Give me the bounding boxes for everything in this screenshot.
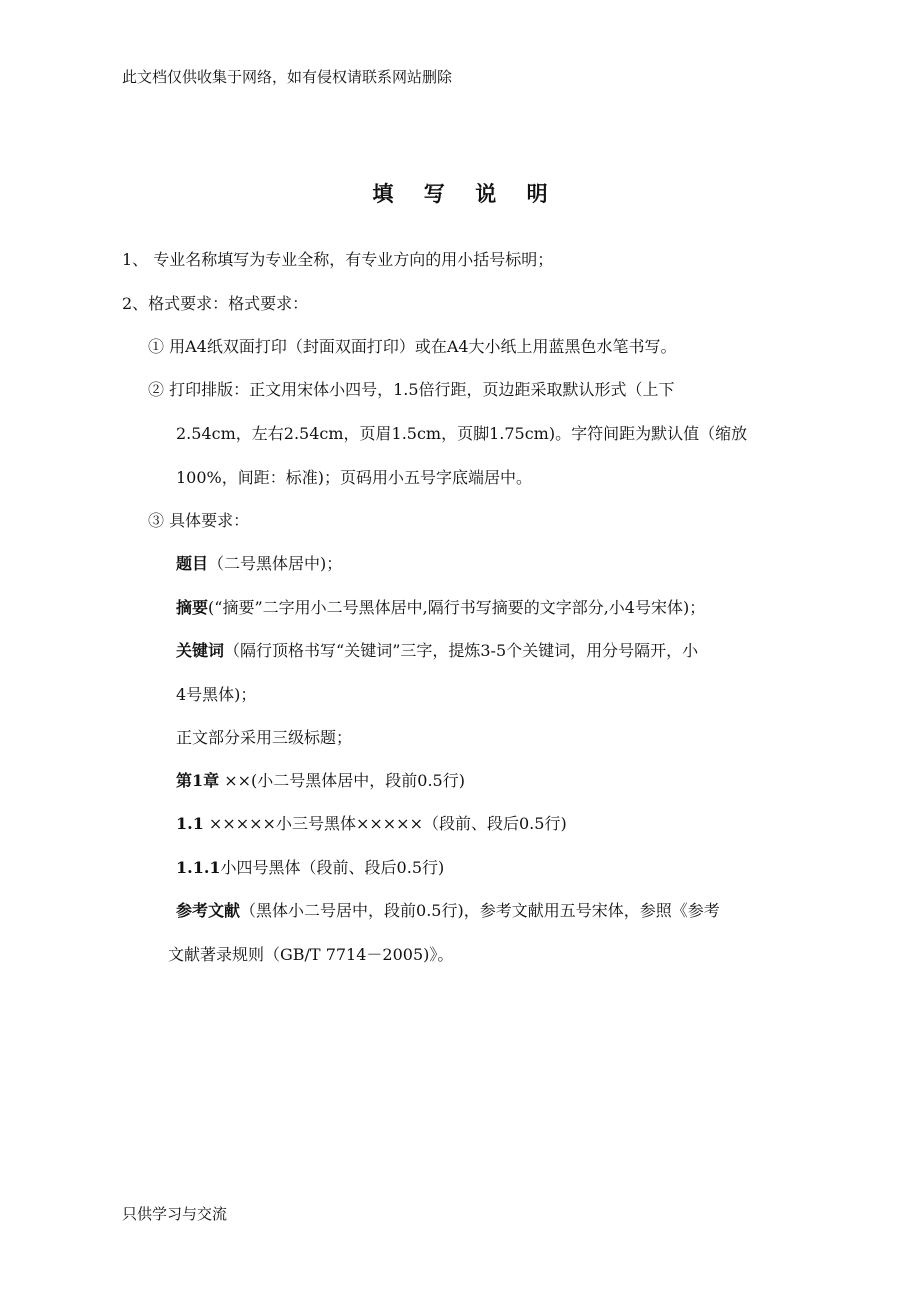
- sub-item-2-line-2: 2.54cm，左右2.54cm，页眉1.5cm，页脚1.75cm)。字符间距为默认值（缩放: [176, 424, 748, 443]
- requirement-abstract-text: (“摘要”二字用小二号黑体居中,隔行书写摘要的文字部分,小4号宋体)；: [208, 598, 706, 617]
- requirement-references-line-1: [176, 898, 720, 921]
- sub-item-3: ③ 具体要求：: [148, 511, 250, 530]
- requirement-references-line-2: 文献著录规则（GB/T 7714－2005)》。: [168, 945, 454, 964]
- requirement-section: [176, 811, 567, 834]
- requirement-section-text: ×××××小三号黑体×××××（段前、段后0.5行): [203, 814, 567, 833]
- item-2: 2、格式要求：格式要求：: [122, 294, 309, 313]
- requirement-title-text: （二号黑体居中)；: [208, 554, 343, 573]
- requirement-title: [176, 551, 342, 574]
- requirement-keywords-line-2: 4号黑体)；: [176, 685, 257, 704]
- footer-note: 只供学习与交流: [122, 1205, 228, 1223]
- requirement-title-label: 题目: [176, 554, 209, 573]
- page-title: 填 写 说 明: [372, 181, 560, 206]
- sub-item-2-line-3: 100%，间距：标准)；页码用小五号字底端居中。: [176, 468, 532, 487]
- item-1: 1、 专业名称填写为专业全称，有专业方向的用小括号标明；: [122, 250, 554, 269]
- sub-item-1: ① 用A4纸双面打印（封面双面打印）或在A4大小纸上用蓝黑色水笔书写。: [148, 337, 677, 356]
- requirement-references-text: （黑体小二号居中，段前0.5行)，参考文献用五号宋体，参照《参考: [240, 901, 720, 920]
- requirement-abstract: [176, 595, 705, 618]
- requirement-keywords-label: 关键词: [176, 641, 225, 660]
- requirement-subsection-label: 1.1.1: [176, 858, 221, 877]
- requirement-references-label: 参考文献: [176, 901, 241, 920]
- header-note: 此文档仅供收集于网络，如有侵权请联系网站删除: [122, 68, 453, 86]
- requirement-body: 正文部分采用三级标题；: [176, 728, 353, 747]
- requirement-subsection: [176, 855, 444, 878]
- sub-item-2-line-1: ② 打印排版：正文用宋体小四号，1.5倍行距，页边距采取默认形式（上下: [148, 380, 675, 399]
- requirement-abstract-label: 摘要: [176, 598, 209, 617]
- requirement-chapter-text: ××(小二号黑体居中，段前0.5行): [219, 771, 465, 790]
- requirement-chapter-label: 第1章: [176, 771, 220, 790]
- requirement-keywords-line-1: [176, 638, 698, 661]
- requirement-subsection-text: 小四号黑体（段前、段后0.5行): [220, 858, 445, 877]
- requirement-chapter: [176, 768, 465, 791]
- requirement-keywords-text: （隔行顶格书写“关键词”三字，提炼3-5个关键词，用分号隔开，小: [224, 641, 699, 660]
- requirement-section-label: 1.1: [176, 814, 204, 833]
